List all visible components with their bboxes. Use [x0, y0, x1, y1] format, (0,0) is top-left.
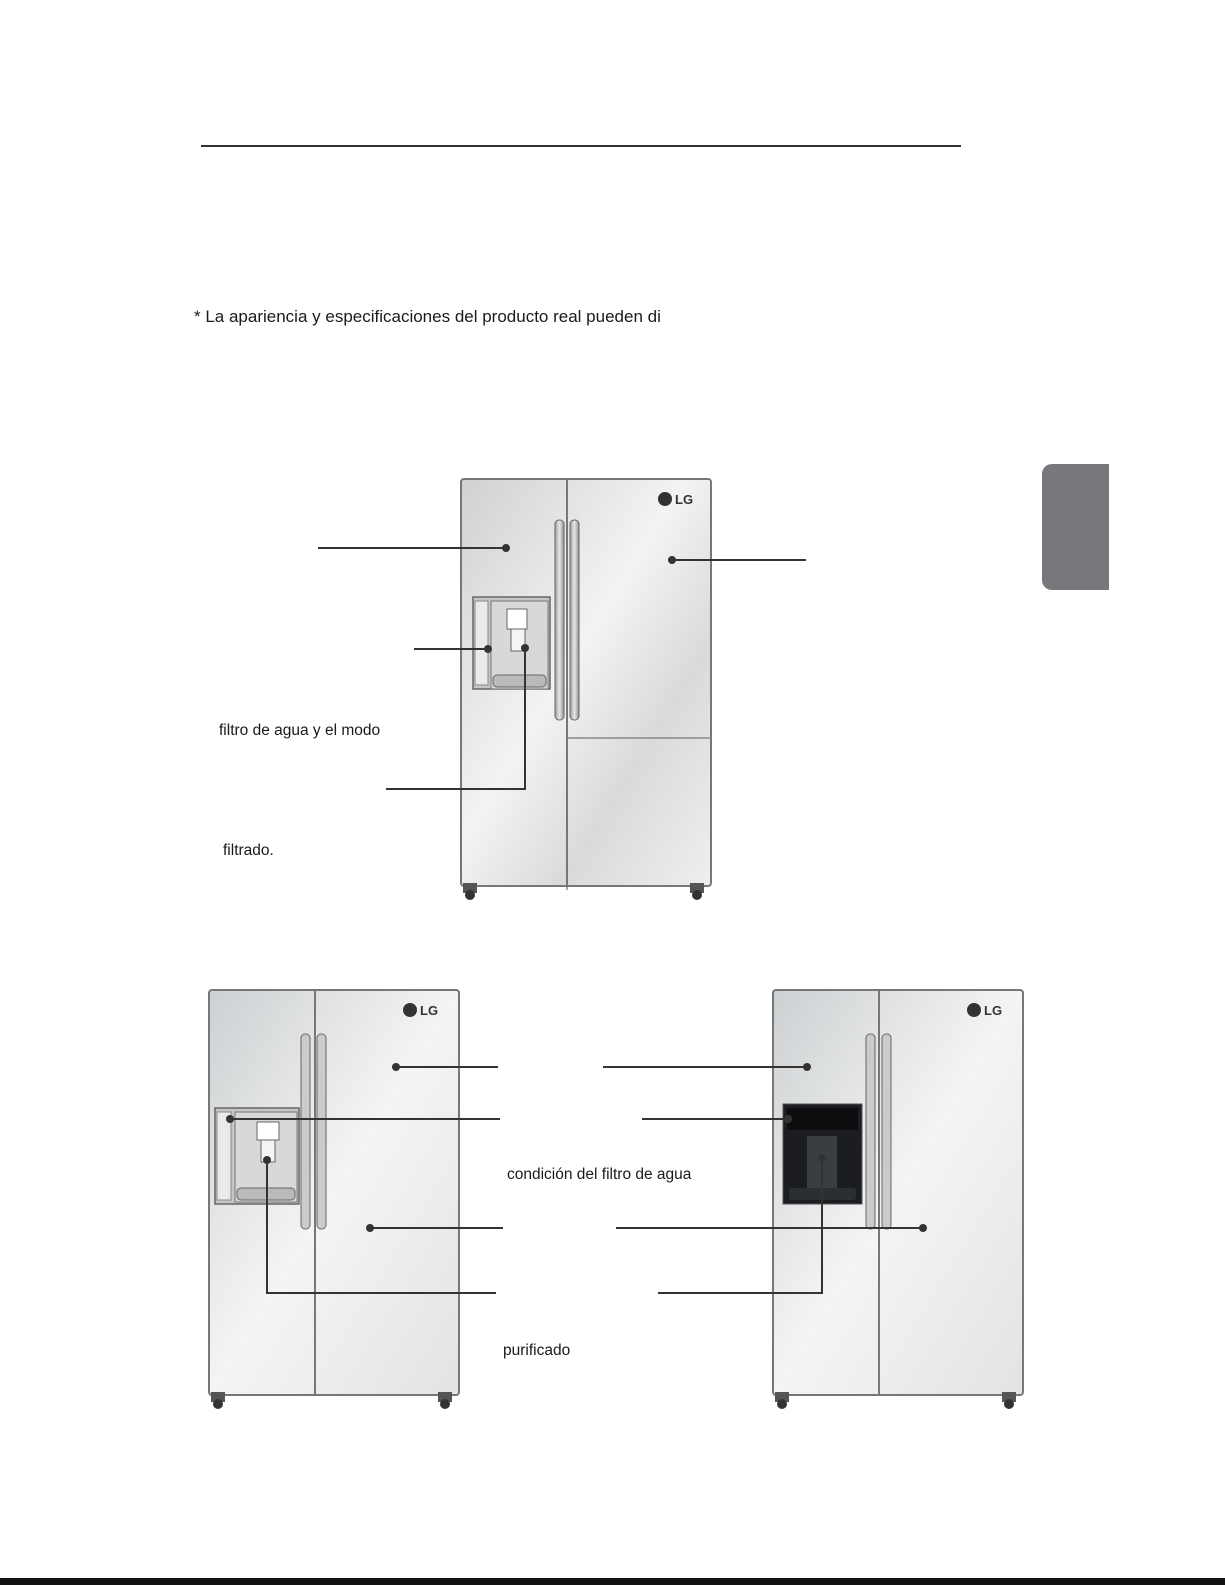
caption-filter-mode: filtro de agua y el modo — [219, 722, 381, 739]
caption-purified: purificado — [503, 1342, 571, 1359]
caption-filtered: filtrado. — [223, 842, 274, 859]
svg-text:LG: LG — [675, 492, 694, 507]
appearance-note: * La apariencia y especificaciones del producto real pueden di — [194, 307, 661, 326]
svg-text:LG: LG — [984, 1003, 1003, 1018]
caption-filter-condition: condición del filtro de agua — [507, 1166, 692, 1183]
svg-text:LG: LG — [420, 1003, 439, 1018]
page-bottom-bar — [0, 1578, 1225, 1585]
